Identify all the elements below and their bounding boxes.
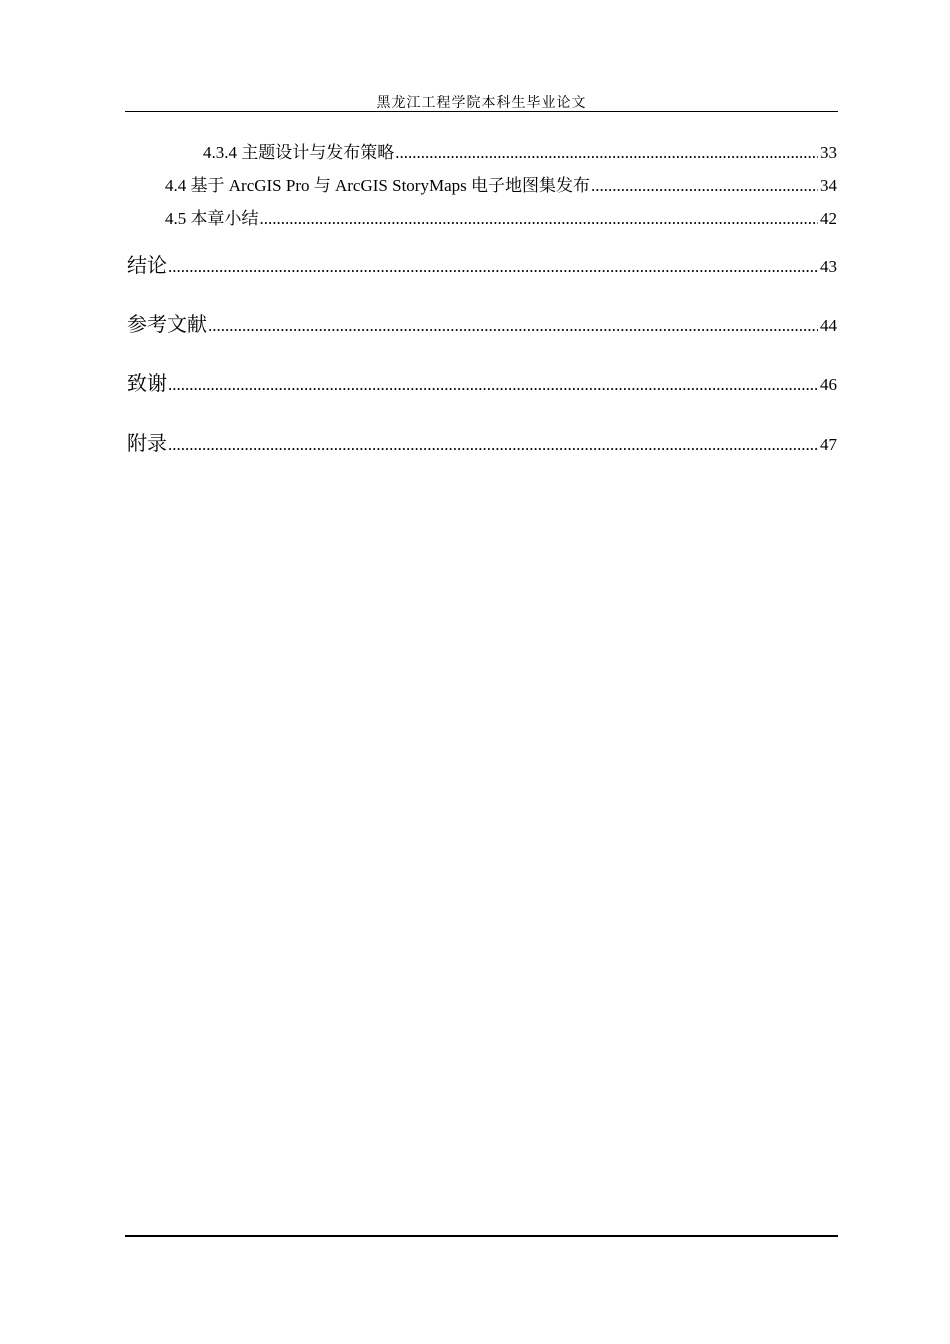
toc-entry-4-3-4[interactable] [203,138,837,163]
toc-entry-references[interactable] [127,308,837,337]
toc-page-number: 46 [820,375,837,394]
toc-dot-leader [168,375,818,395]
toc-entry-appendix[interactable] [127,427,837,456]
toc-page-number: 42 [820,209,837,228]
toc-entry-label: 附录 [127,431,167,455]
toc-entry-label: 4.3.4 主题设计与发布策略 [203,143,395,162]
toc-entry-label: 结论 [127,253,167,277]
toc-page-number: 43 [820,257,837,276]
toc-page-number: 47 [820,435,837,454]
toc-entry-4-4[interactable] [165,171,837,196]
toc-dot-leader [168,435,818,455]
toc-dot-leader [260,209,819,229]
header-title: 黑龙江工程学院本科生毕业论文 [376,95,587,111]
footer-divider [125,1235,838,1237]
toc-entry-4-5[interactable] [165,204,837,229]
toc-page-number: 44 [820,316,837,335]
toc-entry-label: 致谢 [127,371,167,395]
toc-entry-conclusion[interactable] [127,249,837,278]
toc-dot-leader [208,316,818,336]
toc-dot-leader [168,257,818,277]
toc-dot-leader [591,176,818,196]
toc-entry-acknowledgements[interactable] [127,367,837,396]
toc-page-number: 33 [820,143,837,162]
toc-entry-label: 参考文献 [127,312,207,336]
toc-entry-label: 4.4 基于 ArcGIS Pro 与 ArcGIS StoryMaps 电子地图集发布 [165,176,590,195]
header-divider [125,111,838,112]
toc-entry-label: 4.5 本章小结 [165,209,259,228]
toc-page-number: 34 [820,176,837,195]
toc-dot-leader [395,143,818,163]
